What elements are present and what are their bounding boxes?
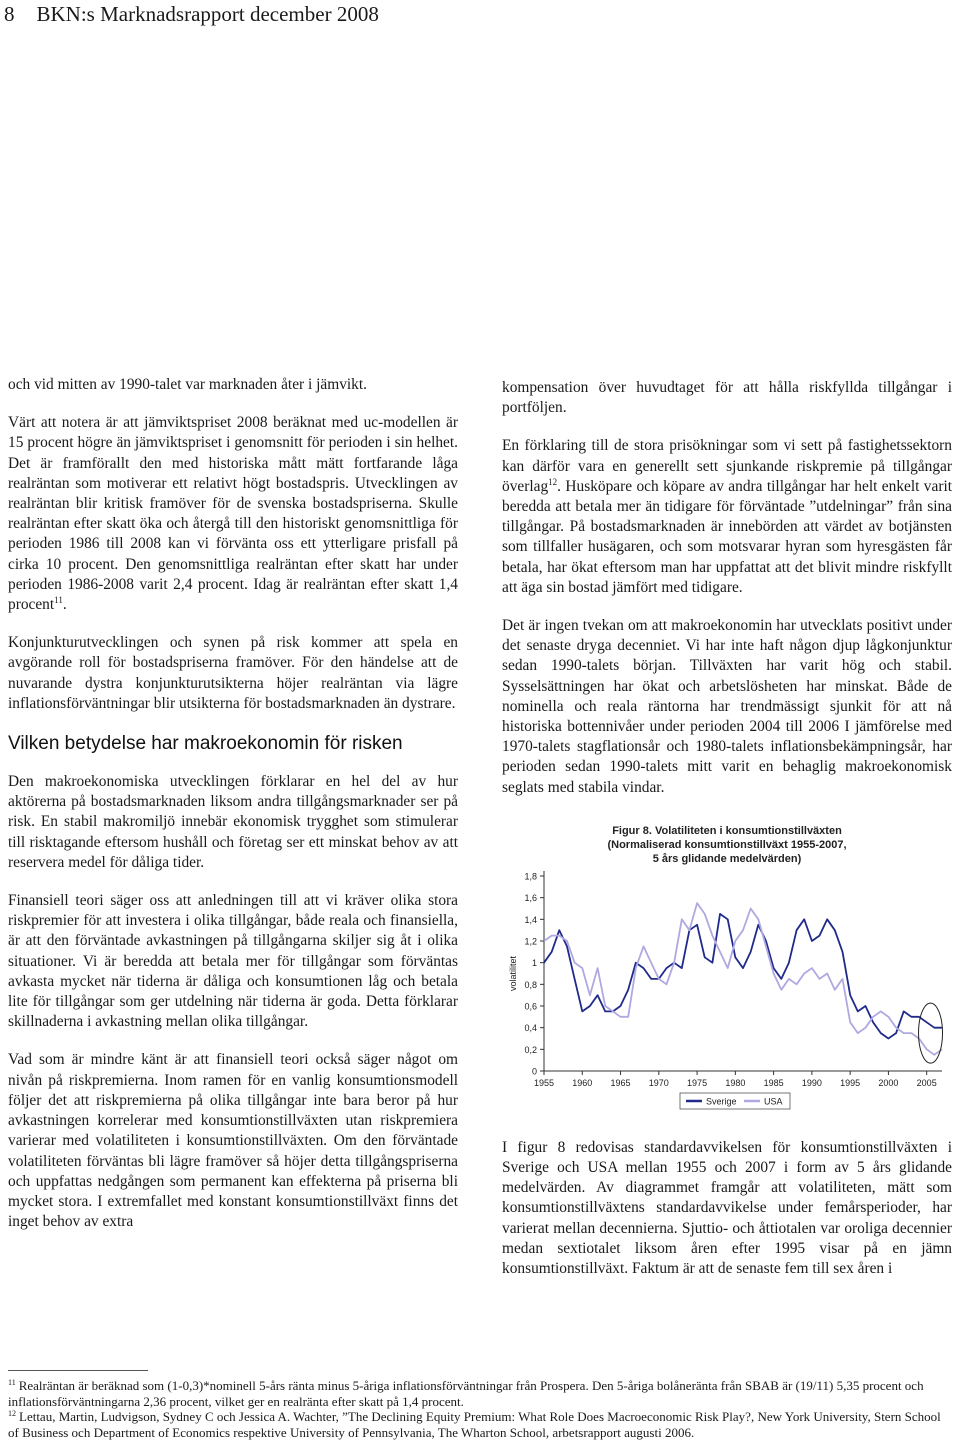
x-tick-label: 1985	[763, 1077, 784, 1088]
paragraph: Värt att notera är att jämviktspriset 2008 beräknat med uc-modellen är 15 procent högre än jämviktspriset i genomsnitt för perioden i sin helhet. Det är framförallt den med historiska mått mätt fortfarande låga realräntan som motiverar ett relativt högt bostadspris. Utvecklingen av realräntan blir kritisk framöver för de svenska bostadspriserna. Skulle realräntan efter skatt öka och återgå till den historiskt genomsnittliga för perioden 1986 till 2008 kan vi förvänta oss ett ytterligare prisfall på cirka 10 procent. Den genomsnittliga realräntan efter skatt har under perioden 1986-2008 varit 2,4 procent. Idag är realräntan efter skatt 1,4 procent$^{11}$.	[8, 414, 458, 614]
volatility-chart	[502, 816, 952, 1116]
y-tick-label: 0,2	[524, 1044, 537, 1055]
right-column	[502, 378, 952, 1297]
page-number: 8	[4, 2, 15, 26]
legend-label-sverige: Sverige	[706, 1096, 737, 1107]
paragraph: Den makroekonomiska utvecklingen förklarar en hel del av hur aktörerna på bostadsmarknaden liksom andra tillgångsmarknader ser på risk. En stabil makromiljö innebär ekonomisk trygghet som stimulerar till risktagande eftersom hushåll och företag ser ett minskat behov av att reservera medel för dåliga tider.	[8, 773, 458, 871]
footnote-ref[interactable]: 11	[54, 594, 63, 605]
y-tick-label: 1,8	[524, 871, 537, 882]
y-axis-label: volatilitet	[508, 955, 518, 991]
x-tick-label: 1955	[533, 1077, 555, 1088]
paragraph: Vad som är mindre känt är att finansiell teori också säger något om nivån på riskpremierna. Inom ramen för en vanlig konsumtionsmodell följer det att riskpremierna på olika tillgångar inte bara beror på hur avkastningen korrelerar med konsumtionstillväxten utan riskpremiera varierar med volatiliteten i konsumtionstillväxten. Om den förväntade volatiliteten förväntas bli lägre framöver så höjer detta tillgångspriserna och uppfattas nedgången som permanent kan effekterna på priserna bli mycket stora. I extremfallet med konstant konsumtionstillväxt finns det inget behov av extra	[8, 1051, 458, 1231]
x-tick-label: 2005	[916, 1077, 937, 1088]
footnote-11: $^{11}$ Realräntan är beräknad som (1-0,3)*nominell 5-års ränta minus 5-åriga inflationsförväntningar från Prospera. Den 5-åriga bolåneränta från SBAB är (19/11) 5,35 procent och inflationsförväntningarna 2,36 procent, vilket ger en realränta efter skatt på 1,4 procent.	[8, 1377, 924, 1409]
paragraph: och vid mitten av 1990-talet var marknaden åter i jämvikt.	[8, 376, 367, 393]
page-header	[4, 2, 379, 26]
footnote-divider	[8, 1370, 148, 1371]
footnote-ref[interactable]: 12	[548, 476, 558, 487]
paragraph: Finansiell teori säger oss att anledningen till att vi kräver olika stora riskpremier för att investera i olika tillgångar, både reala och finansiella, är att den förväntade avkastningen på tillgångarna skiljer sig åt i olika situationer. Vi är beredda att betala mer för tillgångar som förväntas avkasta mycket när tiderna är dåliga och konsumtionen låg och betala lite för tillgångar som ger utdelning när tiderna är goda. Detta förklarar skillnaderna i avkastning mellan olika tillgångar.	[8, 892, 458, 1031]
section-heading: Vilken betydelse har makroekonomin för risken	[8, 733, 403, 755]
y-tick-label: 0	[531, 1066, 537, 1077]
chart-title-line3: 5 års glidande medelvärden)	[652, 852, 802, 865]
series-line-usa	[544, 903, 942, 1055]
paragraph: kompensation över huvudtaget för att hålla riskfyllda tillgångar i portföljen.	[502, 379, 952, 417]
chart-title-line2: (Normaliserad konsumtionstillväxt 1955-2007,	[607, 838, 847, 851]
x-tick-label: 1975	[687, 1077, 708, 1088]
report-title: BKN:s Marknadsrapport december 2008	[36, 2, 379, 26]
left-column	[8, 375, 458, 1250]
x-tick-label: 1965	[610, 1077, 631, 1088]
paragraph: En förklaring till de stora prisökningar som vi sett på fastighetssektorn kan därför vara en generellt sett sjunkande riskpremie på tillgångar överlag$^{12}$. Husköpare och köpare av andra tillgångar har helt enkelt varit beredda att betala mer än tidigare för förväntade ”utdelningar” från sina tillgångar. På bostadsmarknaden är innebörden att värdet av botjänsten som tillfaller husägaren, och som motsvarar hyran som hyresgästen får betala, har ökat eftersom man har uppfattat att det blivit mindre riskfyllt att äga sin bostad jämfört med tidigare.	[502, 437, 952, 596]
paragraph: Konjunkturutvecklingen och synen på risk kommer att spela en avgörande roll för bostadspriserna framöver. För den händelse att de nuvarande dystra konjunkturutsikterna höjer realräntan via lägre inflationsförväntningar blir utsikterna för bostadsmarknaden än dystrare.	[8, 634, 458, 712]
y-tick-label: 1,2	[524, 936, 537, 947]
chart-title-line1: Figur 8. Volatiliteten i konsumtionstillväxten	[612, 824, 842, 837]
y-tick-label: 0,8	[524, 979, 537, 990]
y-tick-label: 1,4	[524, 914, 537, 925]
highlight-ellipse	[919, 1003, 943, 1063]
figure-8	[502, 816, 952, 1116]
y-tick-label: 1	[531, 958, 537, 969]
x-tick-label: 2000	[878, 1077, 899, 1088]
x-tick-label: 1990	[801, 1077, 822, 1088]
series-line-sverige	[544, 914, 942, 1039]
footnotes	[8, 1378, 952, 1440]
x-tick-label: 1995	[840, 1077, 861, 1088]
y-tick-label: 0,4	[524, 1023, 537, 1034]
paragraph: Det är ingen tvekan om att makroekonomin har utvecklats positivt under det senaste dryga decenniet. Vi har inte haft någon djup lågkonjunktur sedan 1990-talets början. Tillväxten har varit hög och stabil. Sysselsättningen har ökat och arbetslösheten har minskat. Både de nominella och reala räntorna har trendmässigt sjunkit för att nå historiska bottennivåer under perioden 2004 till 2006 I jämförelse med 1970-talets stagflationsår och 1980-talets inflationsbekämpningsår, har perioden sedan 1990-talets mitt varit en behaglig makroekonomisk seglats med stabila vindar.	[502, 617, 952, 796]
x-tick-label: 1970	[648, 1077, 669, 1088]
footnote-12: $^{12}$ Lettau, Martin, Ludvigson, Sydney C och Jessica A. Wachter, ”The Declining Equity Premium: What Role Does Macroeconomic Risk Play?, New York University, Stern School of Business och Department of Economics respektive University of Pennsylvania, The Wharton School, arbetsrapport augusti 2006.	[8, 1408, 941, 1440]
y-tick-label: 1,6	[524, 893, 537, 904]
x-tick-label: 1960	[572, 1077, 593, 1088]
x-tick-label: 1980	[725, 1077, 746, 1088]
y-tick-label: 0,6	[524, 1001, 537, 1012]
paragraph: I figur 8 redovisas standardavvikelsen för konsumtionstillväxten i Sverige och USA mellan 1955 och 2007 i form av 5 års glidande medelvärden. Av diagrammet framgår att volatiliteten, mätt som konsumtionstillväxtens standardavvikelse under femårsperioder, har varierat mellan decennierna. Sjuttio- och åttiotalen var oroliga decennier medan sextiotalet liksom åren efter 1995 visar på en jämn konsumtionstillväxt. Faktum är att de senaste fem till sex åren i	[502, 1138, 952, 1278]
legend-label-usa: USA	[764, 1096, 783, 1107]
